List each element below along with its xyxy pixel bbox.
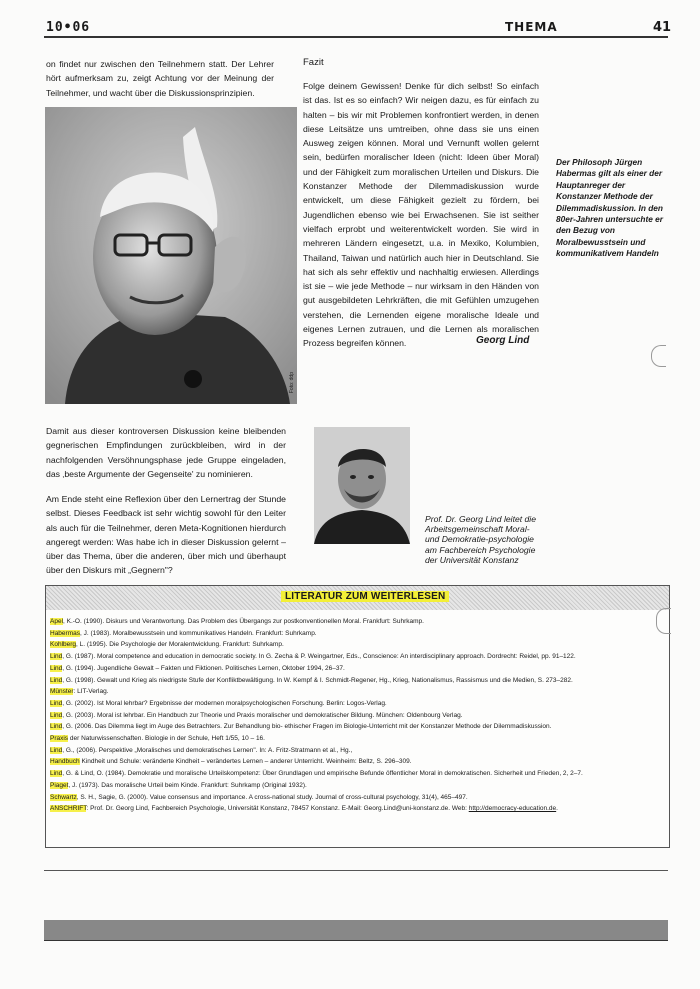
literature-entry: Lind, G. (1987). Moral competence and education in democratic society. In G. Zecha & P. Weingartner, Eds., Conscience: An interdisciplinary approach. Dordrecht: Reidel, pp. 91–122. xyxy=(50,653,576,661)
literature-entry: Lind, G. (1998). Gewalt und Krieg als niedrigste Stufe der Konfliktbewältigung. In W. Kempf & I. Schmidt-Regener, Hg., Krieg, Nationalismus, Rassismus und die Medien, S. 273–282. xyxy=(50,676,573,684)
reflection-paragraph: Am Ende steht eine Reflexion über den Lernertrag der Stunde selbst. Dieses Feedback ist sehr wichtig sowohl für den Leiter als auch für die Teilnehmer, deren Meta-Kognitionen hierdurch angeregt werden: Was habe ich in dieser Diskussion gelernt – über das Thema, über die anderen, über mich und überhaupt über den Diskurs mit „Gegnern"? xyxy=(46,494,286,576)
habermas-photo xyxy=(45,107,297,404)
literature-entry: Handbuch Kindheit und Schule: veränderte Kindheit – verändertes Lernen – anderer Unterricht. Weinheim: Beltz, S. 296–309. xyxy=(50,758,412,766)
philosopher-caption: Der Philosoph Jürgen Habermas gilt als einer der Hauptanreger der Konstanzer Methode der Dilemmadiskussion. In den 80er-Jahren untersuchte er den Bezug von Moralbewusstsein und kommunikativem Handeln xyxy=(556,157,663,259)
literature-entry: Lind, G. (2002). Ist Moral lehrbar? Ergebnisse der modernen moralpsychologischen Forschung. Berlin: Logos-Verlag. xyxy=(50,699,387,707)
literature-box xyxy=(45,585,670,848)
literature-entry: Lind, G. (2006. Das Dilemma liegt im Auge des Betrachters. Zur Behandlung bio- ethischer Fragen im Biologie-Unterricht mit der Konstanzer Methode der Dilemmadiskussion. xyxy=(50,723,552,731)
literature-entry: Lind, G. (1994). Jugendliche Gewalt – Fakten und Fiktionen. Politisches Lernen, Oktober 1994, 26–37. xyxy=(50,664,345,672)
literature-entry: Praxis der Naturwissenschaften. Biologie in der Schule, Heft 1/55, 10 – 16. xyxy=(50,735,265,743)
literature-entry: Lind, G. & Lind, O. (1984). Demokratie und moralische Urteilskompetenz: Über Grundlagen und empirische Befunde öffentlicher Moral in demokratischen. Sicherheit und Frieden, 2, 2–7. xyxy=(50,770,583,778)
literature-entry: Lind, G., (2006). Perspektive „Moralisches und demokratisches Lernen". In: A. Fritz-Stratmann et al., Hg., xyxy=(50,746,353,754)
author-signature: Georg Lind xyxy=(476,335,530,346)
lind-photo xyxy=(314,427,410,544)
scan-edge-mark xyxy=(651,345,666,367)
fazit-heading: Fazit xyxy=(303,57,324,68)
literature-list xyxy=(50,616,662,815)
literature-entry: Piaget, J. (1973). Das moralische Urteil beim Kinde. Frankfurt: Suhrkamp (Original 1932). xyxy=(50,781,307,789)
scan-edge-mark xyxy=(656,608,671,634)
issue-number: 10•06 xyxy=(46,20,91,35)
literature-entry: Münster: LIT-Verlag. xyxy=(50,688,109,696)
page-number: 41 xyxy=(653,20,672,35)
header-rule xyxy=(44,36,668,38)
literature-entry: Schwartz, S. H., Sagie, G. (2000). Value consensus and importance. A cross-national study. Journal of cross-cultural psychology, 31(4), 465–497. xyxy=(50,793,468,801)
footer-rule xyxy=(44,870,668,871)
photo-credit: Foto: ddp xyxy=(289,372,295,394)
contact-address: ANSCHRIFT: Prof. Dr. Georg Lind, Fachbereich Psychologie, Universität Konstanz, 78457 Konstanz. E-Mail: Georg.Lind@uni-konstanz.de. Web: http://democracy-education.de. xyxy=(50,805,558,813)
scan-bottom-band xyxy=(44,920,668,940)
section-title: THEMA xyxy=(505,20,558,34)
literature-entry: Habermas, J. (1983). Moralbewusstsein und kommunikatives Handeln. Frankfurt: Suhrkamp. xyxy=(50,629,317,637)
lind-caption: Prof. Dr. Georg Lind leitet die Arbeitsgemeinschaft Moral- und Demokratie-psychologie am Fachbereich Psychologie der Universität Konstanz xyxy=(425,514,536,565)
literature-entry: Kohlberg, L. (1995). Die Psychologie der Moralentwicklung. Frankfurt: Suhrkamp. xyxy=(50,641,284,649)
website-link[interactable]: http://democracy-education.de xyxy=(468,805,557,813)
left-top-paragraph: on findet nur zwischen den Teilnehmern statt. Der Lehrer hört aufmerksam zu, zeigt Achtung vor der Meinung der Teilnehmer, und wacht über die Diskussionsprinzipien. xyxy=(46,59,274,98)
literature-entry: Lind, G. (2003). Moral ist lehrbar. Ein Handbuch zur Theorie und Praxis moralischer und demokratischer Bildung. München: Oldenbourg Verlag. xyxy=(50,711,463,719)
literature-title: LITERATUR ZUM WEITERLESEN xyxy=(281,591,449,602)
reconciliation-paragraph: Damit aus dieser kontroversen Diskussion keine bleibenden gegnerischen Empfindungen zurückbleiben, wird in der nachfolgenden Versöhnungsphase jede Gruppe eingeladen, das ‚beste Argumente der Gegenseite' zu nominieren. xyxy=(46,426,286,479)
fazit-paragraph: Folge deinem Gewissen! Denke für dich selbst! So einfach ist das. Ist es so einfach? Wir neigen dazu, es für einfach zu halten – bis wir mit Problemen konfrontiert werden, in denen diese Leitsätze uns umtreiben, ohne dass sie uns einen Ausweg zeigen können. Moral und Vernunft wollen gelernt sein, bedürfen moralischer Ideen (nicht: Ideen über Moral) und der Fähigkeit zum moralischen Urteilen und Diskurs. Die Konstanzer Methode der Dilemmadiskussion wurde entwickelt, um diese Fähigkeit gezielt zu fördern, bei Jugendlichen ebenso wie bei Erwachsenen. Sie ist seither vielfach erprobt und weiterentwickelt worden. Sie wird in mehreren Ländern eingesetzt, u.a. in Mexiko, Kolumbien, Thailand, Taiwan und natürlich auch hier in Deutschland. Sie hat sich als sehr effektiv und nachhaltig erwiesen. Allerdings ist sie – wie jede Methode – nur wirksam in den Händen von gut ausgebildeten Lehrkräften, die mit Gefühlen umzugehen verstehen, die Lernenden eigene moralische Ideale und eigenes Lernen zutrauen, und die Lernen als moralischen Prozess begreifen können. xyxy=(303,81,539,349)
literature-entry: Apel, K.-O. (1990). Diskurs und Verantwortung. Das Problem des Übergangs zur postkonventionellen Moral. Frankfurt: Suhrkamp. xyxy=(50,618,424,625)
